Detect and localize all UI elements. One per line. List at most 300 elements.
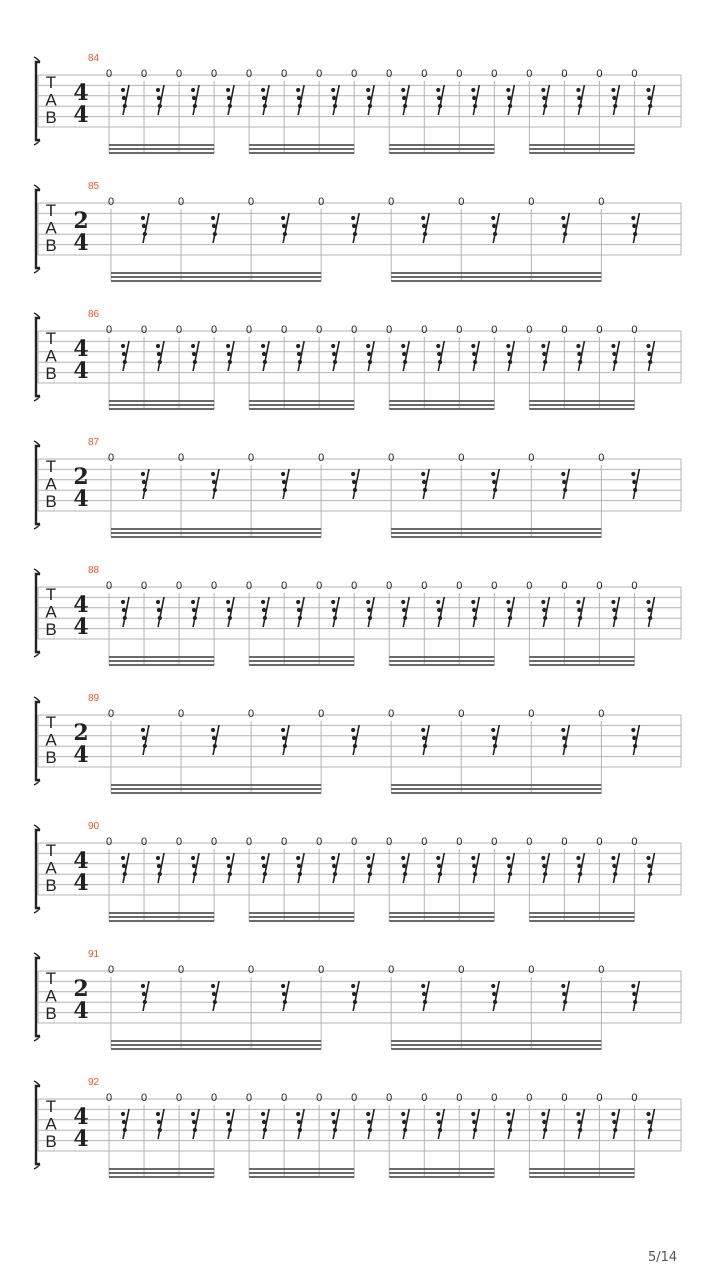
fret-number: 0 xyxy=(491,580,498,592)
rest-dot xyxy=(633,1000,637,1004)
rest-dot xyxy=(261,88,265,92)
fret-number: 0 xyxy=(177,708,185,720)
rest-dot xyxy=(541,600,545,604)
fret-number: 0 xyxy=(526,580,533,592)
rest-dot xyxy=(226,88,230,92)
rest-dot xyxy=(297,608,301,612)
time-signature-bottom: 4 xyxy=(73,102,89,128)
rest-dot xyxy=(367,864,371,868)
rest-dot xyxy=(561,216,565,220)
rest-dot xyxy=(142,736,146,740)
tab-clef-letter: B xyxy=(45,1004,57,1023)
rest-dot xyxy=(353,1000,357,1004)
rest-dot xyxy=(331,344,335,348)
fret-number: 0 xyxy=(631,580,638,592)
slash-rest xyxy=(506,1109,514,1139)
rest-dot xyxy=(122,864,126,868)
slash-rest xyxy=(541,341,549,371)
rest-dot xyxy=(121,88,125,92)
rest-dot xyxy=(508,104,512,108)
slash-rest xyxy=(421,725,429,755)
rest-dot xyxy=(506,88,510,92)
rest-dot xyxy=(543,616,547,620)
rest-dot xyxy=(471,856,475,860)
slash-rest xyxy=(576,341,584,371)
slash-rest xyxy=(351,469,359,499)
fret-number: 0 xyxy=(491,324,498,336)
rest-dot xyxy=(542,352,546,356)
rest-dot xyxy=(491,216,495,220)
rest-dot xyxy=(422,736,426,740)
slash-rest xyxy=(506,853,514,883)
fret-number: 0 xyxy=(596,68,603,80)
rest-dot xyxy=(542,864,546,868)
tab-clef-letter: B xyxy=(45,108,57,127)
rest-dot xyxy=(193,872,197,876)
slash-rest xyxy=(261,853,269,883)
fret-number: 0 xyxy=(248,964,255,976)
time-signature-bottom: 4 xyxy=(73,1126,89,1152)
rest-dot xyxy=(613,1128,617,1132)
rest-dot xyxy=(401,600,405,604)
slash-rest xyxy=(401,1109,409,1139)
rest-dot xyxy=(423,744,427,748)
fret-number: 0 xyxy=(105,68,113,80)
rest-dot xyxy=(563,232,567,236)
slash-rest xyxy=(296,1109,304,1139)
rest-dot xyxy=(646,88,650,92)
slash-rest xyxy=(156,341,164,371)
tab-clef-letter: A xyxy=(45,602,57,622)
slash-rest xyxy=(296,85,304,115)
fret-number: 0 xyxy=(318,452,325,464)
rest-dot xyxy=(368,872,372,876)
slash-rest xyxy=(211,469,219,499)
rest-dot xyxy=(472,864,476,868)
fret-number: 0 xyxy=(458,196,465,208)
rest-dot xyxy=(508,872,512,876)
rest-dot xyxy=(613,616,617,620)
slash-rest xyxy=(576,853,584,883)
tab-clef-letter: T xyxy=(45,585,57,604)
slash-rest xyxy=(121,341,129,371)
rest-dot xyxy=(402,608,406,612)
rest-dot xyxy=(352,224,356,228)
rest-dot xyxy=(157,96,161,100)
fret-number: 0 xyxy=(248,196,255,208)
rest-dot xyxy=(263,1128,267,1132)
rest-dot xyxy=(492,992,496,996)
fret-number: 0 xyxy=(177,196,185,208)
fret-number: 0 xyxy=(351,68,358,80)
rest-dot xyxy=(646,600,650,604)
fret-number: 0 xyxy=(211,1092,218,1104)
rest-dot xyxy=(543,360,547,364)
fret-number: 0 xyxy=(140,836,148,848)
slash-rest xyxy=(141,213,149,243)
slash-rest xyxy=(421,469,429,499)
measure-number: 86 xyxy=(88,309,100,320)
fret-number: 0 xyxy=(318,964,325,976)
rest-dot xyxy=(353,744,357,748)
rest-dot xyxy=(437,96,441,100)
slash-rest xyxy=(226,85,234,115)
fret-number: 0 xyxy=(318,708,325,720)
rest-dot xyxy=(213,488,217,492)
rest-dot xyxy=(141,472,145,476)
rest-dot xyxy=(507,608,511,612)
time-signature-bottom: 4 xyxy=(73,486,89,512)
slash-rest xyxy=(331,341,339,371)
rest-dot xyxy=(281,984,285,988)
slash-rest xyxy=(366,85,374,115)
slash-rest xyxy=(561,981,569,1011)
tab-clef-letter: T xyxy=(45,713,57,732)
rest-dot xyxy=(493,488,497,492)
slash-rest xyxy=(191,853,199,883)
rest-dot xyxy=(157,352,161,356)
rest-dot xyxy=(297,352,301,356)
rest-dot xyxy=(506,344,510,348)
rest-dot xyxy=(123,1128,127,1132)
rest-dot xyxy=(298,360,302,364)
rest-dot xyxy=(436,1112,440,1116)
fret-number: 0 xyxy=(596,580,603,592)
rest-dot xyxy=(576,88,580,92)
rest-dot xyxy=(122,96,126,100)
time-signature-bottom: 4 xyxy=(73,614,89,640)
fret-number: 0 xyxy=(281,836,288,848)
rest-dot xyxy=(611,600,615,604)
rest-dot xyxy=(437,1120,441,1124)
fret-number: 0 xyxy=(211,580,218,592)
rest-dot xyxy=(192,864,196,868)
rest-dot xyxy=(333,616,337,620)
slash-rest xyxy=(191,85,199,115)
rest-dot xyxy=(491,728,495,732)
rest-dot xyxy=(421,984,425,988)
rest-dot xyxy=(402,1120,406,1124)
rest-dot xyxy=(141,216,145,220)
rest-dot xyxy=(298,872,302,876)
slash-rest xyxy=(646,85,654,115)
time-signature-bottom: 4 xyxy=(73,742,89,768)
rest-dot xyxy=(613,104,617,108)
measure-number: 88 xyxy=(88,565,100,576)
fret-number: 0 xyxy=(631,1092,638,1104)
rest-dot xyxy=(367,608,371,612)
fret-number: 0 xyxy=(528,708,535,720)
tab-clef-letter: T xyxy=(45,841,57,860)
slash-rest xyxy=(506,597,514,627)
rest-dot xyxy=(332,1120,336,1124)
rest-dot xyxy=(281,472,285,476)
rest-dot xyxy=(333,360,337,364)
rest-dot xyxy=(471,600,475,604)
fret-number: 0 xyxy=(528,452,535,464)
rest-dot xyxy=(492,736,496,740)
fret-number: 0 xyxy=(491,68,498,80)
rest-dot xyxy=(541,88,545,92)
slash-rest xyxy=(611,85,619,115)
slash-rest xyxy=(491,469,499,499)
rest-dot xyxy=(282,992,286,996)
rest-dot xyxy=(281,216,285,220)
rest-dot xyxy=(611,88,615,92)
rest-dot xyxy=(283,1000,287,1004)
rest-dot xyxy=(648,360,652,364)
slash-rest xyxy=(156,853,164,883)
rest-dot xyxy=(158,1128,162,1132)
rest-dot xyxy=(331,88,335,92)
rest-dot xyxy=(227,1120,231,1124)
fret-number: 0 xyxy=(175,580,183,592)
rest-dot xyxy=(367,96,371,100)
slash-rest xyxy=(436,853,444,883)
rest-dot xyxy=(297,864,301,868)
time-signature-bottom: 4 xyxy=(73,230,89,256)
fret-number: 0 xyxy=(491,836,498,848)
rest-dot xyxy=(283,232,287,236)
rest-dot xyxy=(281,728,285,732)
fret-number: 0 xyxy=(175,1092,183,1104)
rest-dot xyxy=(612,96,616,100)
slash-rest xyxy=(281,981,289,1011)
slash-rest xyxy=(471,853,479,883)
rest-dot xyxy=(142,480,146,484)
rest-dot xyxy=(123,872,127,876)
rest-dot xyxy=(543,104,547,108)
rest-dot xyxy=(647,96,651,100)
rest-dot xyxy=(562,992,566,996)
fret-number: 0 xyxy=(421,68,428,80)
slash-rest xyxy=(351,981,359,1011)
rest-dot xyxy=(648,1128,652,1132)
fret-number: 0 xyxy=(631,836,638,848)
rest-dot xyxy=(366,600,370,604)
rest-dot xyxy=(492,480,496,484)
time-signature-bottom: 4 xyxy=(73,870,89,896)
fret-number: 0 xyxy=(456,1092,463,1104)
fret-number: 0 xyxy=(316,68,323,80)
slash-rest xyxy=(261,597,269,627)
slash-rest xyxy=(331,853,339,883)
tab-clef-letter: A xyxy=(45,218,57,238)
tab-clef-letter: A xyxy=(45,730,57,750)
rest-dot xyxy=(492,224,496,228)
rest-dot xyxy=(367,1120,371,1124)
measure-number: 84 xyxy=(88,53,100,64)
rest-dot xyxy=(471,1112,475,1116)
tab-clef-letter: T xyxy=(45,201,57,220)
slash-rest xyxy=(281,213,289,243)
rest-dot xyxy=(438,360,442,364)
rest-dot xyxy=(422,224,426,228)
fret-number: 0 xyxy=(281,580,288,592)
slash-rest xyxy=(576,85,584,115)
rest-dot xyxy=(541,344,545,348)
slash-rest xyxy=(611,341,619,371)
fret-number: 0 xyxy=(388,964,395,976)
rest-dot xyxy=(436,344,440,348)
rest-dot xyxy=(228,616,232,620)
rest-dot xyxy=(631,728,635,732)
rest-dot xyxy=(353,232,357,236)
slash-rest xyxy=(366,597,374,627)
slash-rest xyxy=(421,213,429,243)
rest-dot xyxy=(123,104,127,108)
rest-dot xyxy=(212,480,216,484)
slash-rest xyxy=(366,853,374,883)
fret-number: 0 xyxy=(526,836,533,848)
rest-dot xyxy=(542,96,546,100)
rest-dot xyxy=(506,856,510,860)
rest-dot xyxy=(283,744,287,748)
rest-dot xyxy=(331,856,335,860)
rest-dot xyxy=(331,600,335,604)
rest-dot xyxy=(122,608,126,612)
slash-rest xyxy=(191,341,199,371)
fret-number: 0 xyxy=(107,452,115,464)
fret-number: 0 xyxy=(281,324,288,336)
tab-clef-letter: B xyxy=(45,620,57,639)
fret-number: 0 xyxy=(211,68,218,80)
rest-dot xyxy=(226,600,230,604)
fret-number: 0 xyxy=(248,708,255,720)
rest-dot xyxy=(261,600,265,604)
rest-dot xyxy=(632,736,636,740)
slash-rest xyxy=(281,725,289,755)
tab-clef-letter: T xyxy=(45,73,57,92)
tab-clef-letter: A xyxy=(45,1114,57,1134)
fret-number: 0 xyxy=(456,580,463,592)
fret-number: 0 xyxy=(456,836,463,848)
rest-dot xyxy=(351,984,355,988)
slash-rest xyxy=(191,597,199,627)
slash-rest xyxy=(281,469,289,499)
rest-dot xyxy=(282,224,286,228)
rest-dot xyxy=(142,992,146,996)
rest-dot xyxy=(262,608,266,612)
slash-rest xyxy=(576,1109,584,1139)
rest-dot xyxy=(578,1128,582,1132)
rest-dot xyxy=(507,352,511,356)
fret-number: 0 xyxy=(175,68,183,80)
rest-dot xyxy=(192,352,196,356)
time-signature-bottom: 4 xyxy=(73,358,89,384)
fret-number: 0 xyxy=(561,68,568,80)
fret-number: 0 xyxy=(107,964,115,976)
rest-dot xyxy=(646,856,650,860)
fret-number: 0 xyxy=(598,708,605,720)
slash-rest xyxy=(421,981,429,1011)
tab-clef-letter: A xyxy=(45,346,57,366)
slash-rest xyxy=(541,85,549,115)
fret-number: 0 xyxy=(631,68,638,80)
rest-dot xyxy=(352,736,356,740)
fret-number: 0 xyxy=(105,1092,113,1104)
rest-dot xyxy=(121,600,125,604)
slash-rest xyxy=(351,725,359,755)
slash-rest xyxy=(471,1109,479,1139)
rest-dot xyxy=(228,1128,232,1132)
fret-number: 0 xyxy=(351,324,358,336)
rest-dot xyxy=(351,728,355,732)
slash-rest xyxy=(156,597,164,627)
rest-dot xyxy=(401,344,405,348)
rest-dot xyxy=(631,984,635,988)
fret-number: 0 xyxy=(140,580,148,592)
slash-rest xyxy=(561,213,569,243)
slash-rest xyxy=(296,341,304,371)
rest-dot xyxy=(647,608,651,612)
rest-dot xyxy=(421,728,425,732)
fret-number: 0 xyxy=(140,68,148,80)
rest-dot xyxy=(578,360,582,364)
slash-rest xyxy=(121,1109,129,1139)
rest-dot xyxy=(423,1000,427,1004)
rest-dot xyxy=(563,744,567,748)
rest-dot xyxy=(213,744,217,748)
time-signature-top: 4 xyxy=(73,336,89,362)
tab-system xyxy=(34,693,681,793)
rest-dot xyxy=(577,864,581,868)
fret-number: 0 xyxy=(386,324,393,336)
rest-dot xyxy=(578,872,582,876)
rest-dot xyxy=(368,360,372,364)
fret-number: 0 xyxy=(211,324,218,336)
fret-number: 0 xyxy=(598,964,605,976)
rest-dot xyxy=(647,1120,651,1124)
rest-dot xyxy=(297,1120,301,1124)
slash-rest xyxy=(631,469,639,499)
slash-rest xyxy=(401,853,409,883)
fret-number: 0 xyxy=(598,196,605,208)
rest-dot xyxy=(282,480,286,484)
slash-rest xyxy=(331,597,339,627)
slash-rest xyxy=(436,341,444,371)
tab-clef-letter: B xyxy=(45,748,57,767)
rest-dot xyxy=(262,864,266,868)
rest-dot xyxy=(366,344,370,348)
rest-dot xyxy=(576,600,580,604)
rest-dot xyxy=(157,1120,161,1124)
rest-dot xyxy=(298,104,302,108)
rest-dot xyxy=(226,856,230,860)
rest-dot xyxy=(211,472,215,476)
fret-number: 0 xyxy=(421,324,428,336)
rest-dot xyxy=(333,104,337,108)
fret-number: 0 xyxy=(456,68,463,80)
rest-dot xyxy=(403,872,407,876)
rest-dot xyxy=(212,224,216,228)
slash-rest xyxy=(541,597,549,627)
slash-rest xyxy=(401,597,409,627)
rest-dot xyxy=(403,104,407,108)
rest-dot xyxy=(121,856,125,860)
rest-dot xyxy=(471,344,475,348)
rest-dot xyxy=(121,344,125,348)
rest-dot xyxy=(648,616,652,620)
slash-rest xyxy=(436,85,444,115)
tab-system xyxy=(34,949,681,1049)
rest-dot xyxy=(368,1128,372,1132)
measure-number: 85 xyxy=(88,181,100,192)
rest-dot xyxy=(158,360,162,364)
rest-dot xyxy=(612,1120,616,1124)
rest-dot xyxy=(577,1120,581,1124)
rest-dot xyxy=(646,344,650,348)
